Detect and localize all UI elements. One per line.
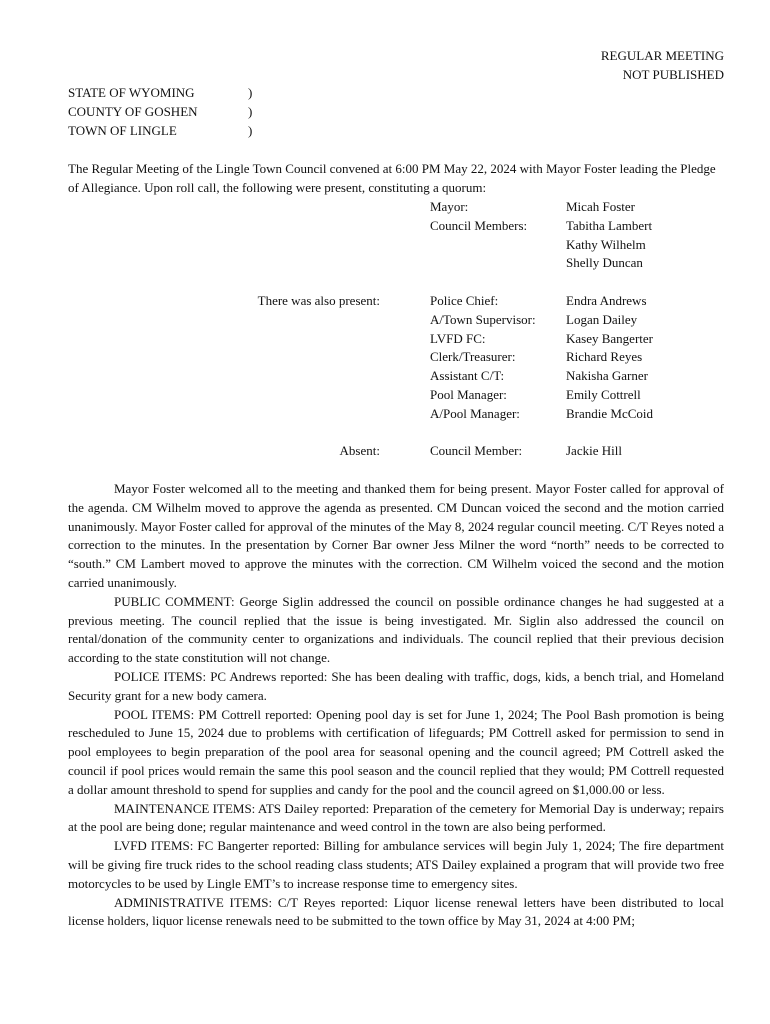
roster-row — [0, 348, 770, 367]
paragraph-police-items: POLICE ITEMS: PC Andrews reported: She has been dealing with traffic, dogs, kids, a bench trial, and Homeland Security grant for a new body camera. — [68, 668, 724, 703]
also-present-label: There was also present: — [257, 292, 380, 308]
roster-name: Emily Cottrell — [566, 386, 641, 402]
roster-row — [0, 198, 770, 217]
roster-row — [0, 330, 770, 349]
paragraph-public-comment: PUBLIC COMMENT: George Siglin addressed the council on possible ordinance changes he had suggested at a previous meeting. The council replied that the issue is being investigated. Mr. Siglin also addressed the council on rental/donation of the community center to organizations and individuals. The council replied that their previous decision according to the state constitution will not change. — [68, 593, 724, 666]
roster-role: Police Chief: — [430, 292, 499, 308]
roster-role: Mayor: — [430, 199, 469, 214]
paragraph-pool-items: POOL ITEMS: PM Cottrell reported: Opening pool day is set for June 1, 2024; The Pool Bash promotion is being rescheduled to June 15, 2024 due to problems with certification of lifeguards; PM Cottrell asked for permission to send in pool employees to begin preparation of the pool area for seasonal opening and the council agreed; PM Cottrell asked the council if pool prices would remain the same this pool season and the council replied that they would; PM Cottrell requested a dollar amount threshold to spend for supplies and candy for the pool and the council agreed on $1,000.00 or less. — [68, 706, 724, 797]
roster-name: Logan Dailey — [566, 311, 638, 327]
roster-role: Council Member: — [430, 443, 523, 459]
roster-row — [0, 217, 770, 236]
roster-role: Assistant C/T: — [430, 368, 505, 384]
roster-name: Endra Andrews — [566, 292, 647, 308]
jurisdiction-row — [68, 84, 268, 103]
paragraph-maintenance-items: MAINTENANCE ITEMS: ATS Dailey reported: Preparation of the cemetery for Memorial Day is underway; repairs at the pool are being done; regular maintenance and weed control in the town are also being performed. — [68, 800, 724, 835]
roster-name: Brandie McCoid — [566, 405, 654, 421]
roster-role: Council Members: — [430, 217, 528, 233]
roster-name: Kathy Wilhelm — [566, 236, 646, 252]
attendance-roster — [0, 198, 770, 461]
roster-name: Nakisha Garner — [566, 368, 648, 384]
roster-name: Richard Reyes — [566, 349, 643, 365]
roster-row — [0, 236, 770, 255]
roster-role: A/Town Supervisor: — [430, 311, 536, 327]
roster-row — [0, 292, 770, 311]
roster-role: LVFD FC: — [430, 330, 486, 346]
meeting-header — [601, 47, 724, 85]
roster-row — [0, 311, 770, 330]
jurisdiction-paren: ) — [248, 123, 253, 138]
roster-role: Pool Manager: — [430, 386, 507, 402]
publication-status: NOT PUBLISHED — [622, 67, 724, 82]
roster-row — [0, 386, 770, 405]
jurisdiction-label: TOWN OF LINGLE — [68, 123, 177, 138]
jurisdiction-block — [68, 84, 268, 141]
jurisdiction-row — [68, 103, 268, 122]
roster-spacer — [0, 424, 770, 443]
jurisdiction-row — [68, 122, 268, 141]
paragraph-opening: Mayor Foster welcomed all to the meeting and thanked them for being present. Mayor Foster called for approval of the agenda. CM Wilhelm moved to approve the agenda as presented. CM Duncan voiced the second and the motion carried unanimously. Mayor Foster called for approval of the minutes of the May 8, 2024 regular council meeting. C/T Reyes noted a correction to the minutes. In the presentation by Corner Bar owner Jess Milner the word “north” needs to be corrected to “south.” CM Lambert moved to approve the minutes with the correction. CM Wilhelm voiced the second and the motion carried unanimously. — [68, 481, 724, 590]
jurisdiction-label: COUNTY OF GOSHEN — [68, 104, 198, 119]
roster-spacer — [0, 273, 770, 292]
roster-name: Micah Foster — [566, 199, 635, 214]
roster-role: A/Pool Manager: — [430, 405, 520, 421]
roster-name: Tabitha Lambert — [566, 217, 653, 233]
roster-row — [0, 405, 770, 424]
absent-label: Absent: — [339, 443, 380, 459]
roster-row — [0, 367, 770, 386]
roster-row — [0, 254, 770, 273]
jurisdiction-label: STATE OF WYOMING — [68, 85, 195, 100]
jurisdiction-paren: ) — [248, 85, 253, 100]
roster-role: Clerk/Treasurer: — [430, 349, 516, 365]
intro-paragraph: The Regular Meeting of the Lingle Town Council convened at 6:00 PM May 22, 2024 with Mayor Foster leading the Pledge of Allegiance. Upon roll call, the following were present, constituting a quorum: — [68, 161, 716, 195]
roster-name: Shelly Duncan — [566, 255, 643, 271]
jurisdiction-paren: ) — [248, 104, 253, 119]
roster-row — [0, 442, 770, 461]
meeting-type: REGULAR MEETING — [600, 48, 724, 63]
minutes-body — [68, 480, 724, 931]
roster-name: Jackie Hill — [566, 443, 622, 459]
roster-name: Kasey Bangerter — [566, 330, 653, 346]
paragraph-lvfd-items: LVFD ITEMS: FC Bangerter reported: Billing for ambulance services will begin July 1, 2024; The fire department will be giving fire truck rides to the school reading class students; ATS Dailey explained a program that will provide two free motorcycles to be used by Lingle EMT’s to increase response time to emergency sites. — [68, 838, 724, 891]
paragraph-administrative-items: ADMINISTRATIVE ITEMS: C/T Reyes reported: Liquor license renewal letters have been distributed to local license holders, liquor license renewals need to be submitted to the town office by May 31, 2024 at 4:00 PM; — [68, 894, 724, 929]
